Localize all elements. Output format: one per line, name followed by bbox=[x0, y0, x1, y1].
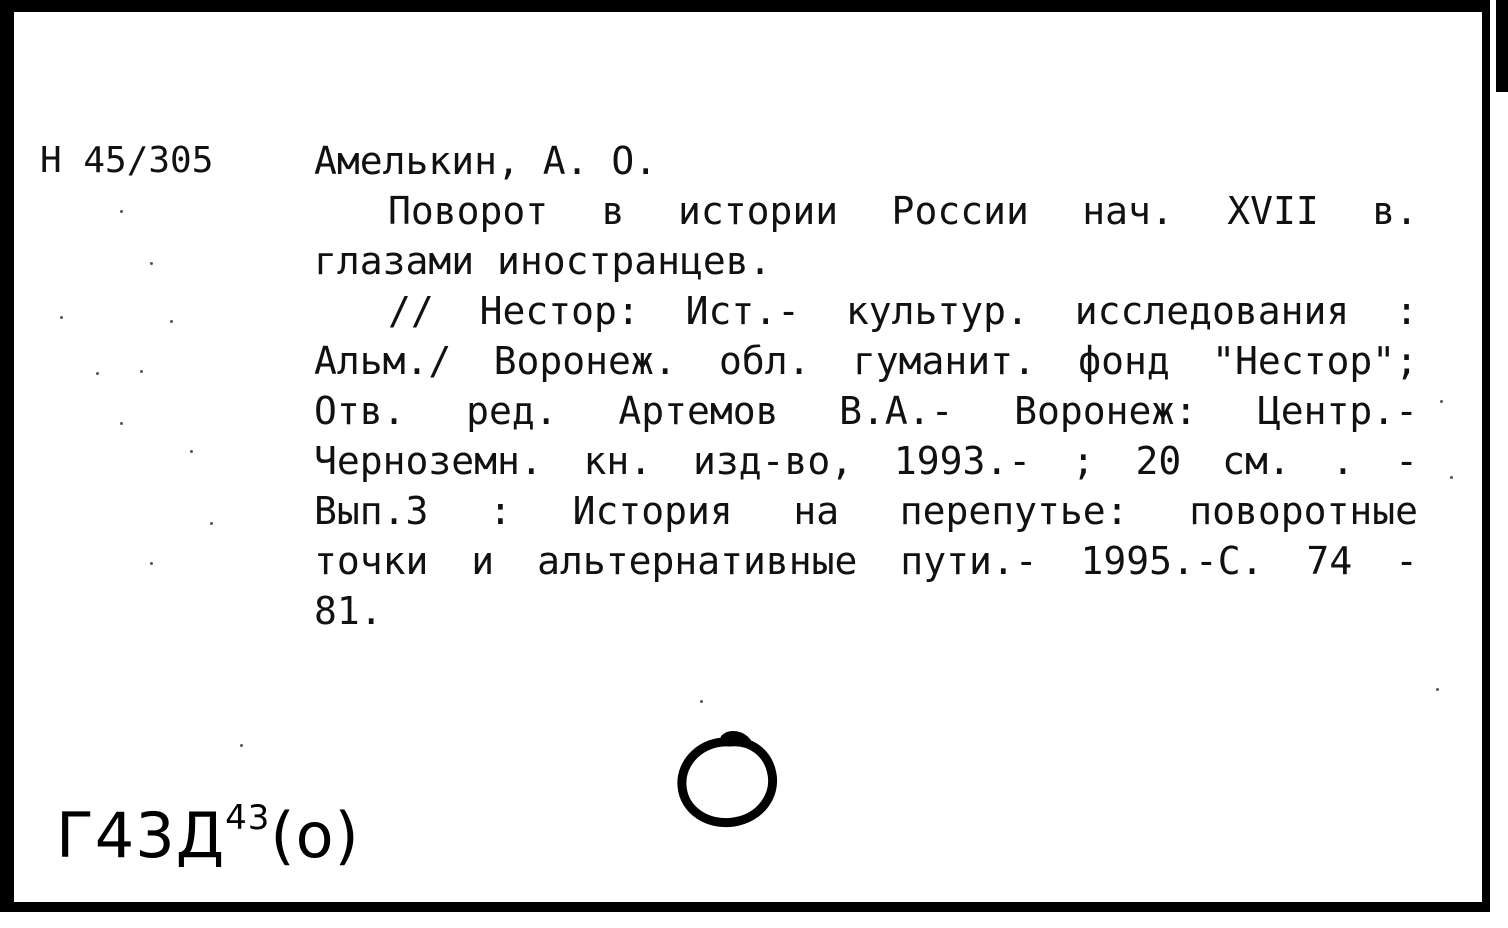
handwritten-circle-mark bbox=[672, 728, 784, 832]
scan-speck bbox=[210, 522, 213, 525]
scan-speck bbox=[150, 262, 153, 265]
scan-speck bbox=[140, 370, 143, 373]
scan-speck bbox=[1450, 476, 1453, 479]
card-line-8: точки и альтернативные пути.- 1995.-С. 74 - bbox=[314, 539, 1418, 583]
card-line-9: 81. bbox=[314, 589, 383, 633]
scan-speck bbox=[1436, 688, 1439, 691]
scan-speck bbox=[120, 210, 123, 213]
card-line-7: Вып.3 : История на перепутье: поворотные bbox=[314, 489, 1418, 533]
card-line-3: // Нестор: Ист.- культур. исследования : bbox=[388, 289, 1418, 333]
scan-speck bbox=[1440, 400, 1443, 403]
card-line-1: Поворот в истории России нач. XVII в. bbox=[388, 189, 1418, 233]
call-number: Н 45/305 bbox=[40, 140, 214, 181]
scan-speck bbox=[240, 744, 243, 747]
card-line-5: Отв. ред. Артемов В.А.- Воронеж: Центр.- bbox=[314, 389, 1418, 433]
handwritten-superscript: 43 bbox=[225, 798, 271, 838]
card-border-right bbox=[1482, 0, 1490, 912]
card-line-6: Черноземн. кн. изд-во, 1993.- ; 20 см. . - bbox=[314, 439, 1418, 483]
scan-speck bbox=[96, 372, 99, 375]
card-edge-right bbox=[1496, 0, 1508, 92]
author-line: Амелькин, А. О. bbox=[314, 139, 658, 183]
handwritten-suffix: (o) bbox=[270, 799, 360, 872]
handwritten-code: Г43Д bbox=[56, 799, 226, 872]
handwritten-shelf-code bbox=[56, 798, 360, 872]
scan-speck bbox=[190, 450, 193, 453]
card-border-left bbox=[0, 0, 14, 912]
card-border-bottom bbox=[0, 902, 1490, 912]
scan-speck bbox=[120, 422, 123, 425]
scan-speck bbox=[170, 320, 173, 323]
card-line-4: Альм./ Воронеж. обл. гуманит. фонд "Нестор"; bbox=[314, 339, 1418, 383]
scan-speck bbox=[60, 316, 63, 319]
scan-speck bbox=[700, 700, 703, 703]
card-line-2: глазами иностранцев. bbox=[314, 239, 772, 283]
card-border-top bbox=[0, 0, 1488, 12]
scan-speck bbox=[150, 562, 153, 565]
